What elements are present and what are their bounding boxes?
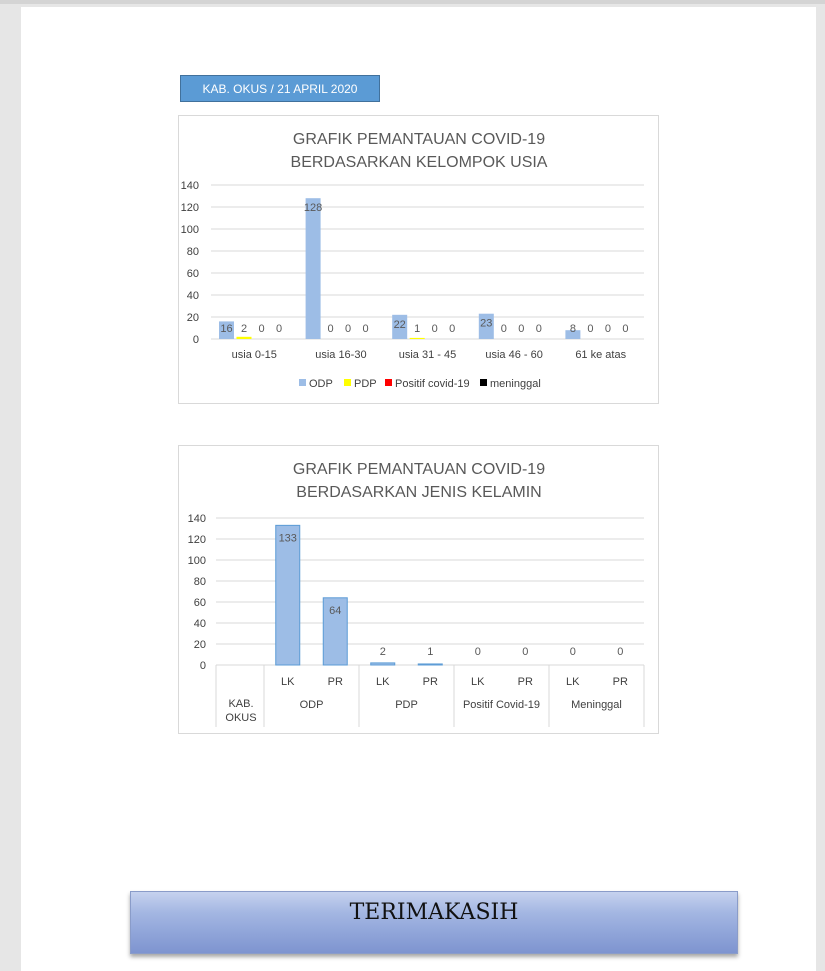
legend-label: ODP [309, 378, 333, 390]
data-label: 0 [362, 323, 369, 335]
gender-chart [178, 445, 659, 734]
age-group-chart [178, 115, 659, 404]
y-tick-label: 100 [187, 555, 206, 567]
y-tick-label: 40 [193, 618, 206, 630]
category-label: usia 0-15 [231, 349, 277, 361]
data-label: 0 [327, 323, 334, 335]
legend-swatch [480, 379, 487, 386]
data-label: 22 [393, 318, 406, 331]
sub-category-label: PR [327, 676, 343, 688]
data-label: 0 [617, 646, 624, 658]
y-tick-label: 80 [186, 246, 199, 258]
data-label: 0 [535, 323, 542, 335]
data-label: 0 [500, 323, 507, 335]
sub-category-label: LK [281, 676, 295, 688]
data-label: 0 [522, 646, 529, 658]
y-tick-label: 0 [199, 660, 206, 672]
y-tick-label: 0 [192, 334, 199, 346]
data-label: 0 [345, 323, 352, 335]
sub-category-label: PR [612, 676, 628, 688]
bar-pdp-lk [371, 663, 395, 665]
bar-pdp [237, 337, 252, 339]
y-tick-label: 20 [193, 639, 206, 651]
sub-category-label: LK [471, 676, 485, 688]
bar-odp-lk [276, 525, 300, 665]
data-label: 0 [518, 323, 525, 335]
thank-you-banner: TERIMAKASIH [130, 891, 738, 954]
legend-swatch [299, 379, 306, 386]
legend-label: Positif covid-19 [395, 378, 470, 390]
legend-swatch [344, 379, 351, 386]
category-label: usia 16-30 [315, 349, 367, 361]
y-tick-label: 40 [186, 290, 199, 302]
data-label: 0 [449, 323, 456, 335]
region-date-label: KAB. OKUS / 21 APRIL 2020 [180, 75, 380, 102]
bar-odp [303, 198, 323, 339]
y-tick-label: 60 [193, 597, 206, 609]
data-label: 16 [220, 323, 233, 335]
chart-title-line-1: GRAFIK PEMANTAUAN COVID-19 [292, 461, 546, 478]
data-label: 0 [474, 646, 481, 658]
data-label: 0 [622, 323, 629, 335]
category-label: usia 31 - 45 [398, 349, 457, 361]
sub-category-label: PR [517, 676, 533, 688]
data-label: 128 [303, 202, 323, 215]
chart-title-line-1: GRAFIK PEMANTAUAN COVID-19 [292, 131, 546, 148]
sub-category-label: PR [422, 676, 438, 688]
data-label: 2 [240, 323, 248, 335]
region-label-line-2: OKUS [225, 712, 257, 724]
y-tick-label: 80 [193, 576, 206, 588]
y-tick-label: 140 [180, 180, 199, 192]
y-tick-label: 60 [186, 268, 199, 280]
legend-label: PDP [354, 378, 377, 390]
bar-pdp [410, 338, 425, 339]
data-label: 23 [480, 317, 493, 330]
y-tick-label: 120 [180, 202, 199, 214]
legend-swatch [385, 379, 392, 386]
group-label: Positif Covid-19 [462, 699, 541, 711]
legend-label: meninggal [490, 378, 541, 390]
category-label: usia 46 - 60 [485, 349, 543, 361]
group-label: ODP [299, 699, 324, 711]
y-tick-label: 140 [187, 513, 206, 525]
category-label: 61 ke atas [575, 349, 627, 361]
data-label: 0 [569, 646, 576, 658]
data-label: 0 [604, 323, 611, 335]
chart-title-line-2: BERDASARKAN KELOMPOK USIA [290, 154, 548, 171]
age-group-chart-svg [179, 116, 660, 405]
chart-title-line-2: BERDASARKAN JENIS KELAMIN [296, 484, 542, 501]
group-label: Meninggal [571, 699, 622, 711]
data-label: 8 [569, 323, 576, 335]
data-label: 133 [278, 532, 297, 545]
bar-pdp-pr [418, 664, 442, 665]
sub-category-label: LK [566, 676, 580, 688]
data-label: 0 [258, 323, 265, 335]
data-label: 0 [587, 323, 594, 335]
y-tick-label: 20 [186, 312, 199, 324]
data-label: 64 [329, 604, 342, 617]
gender-chart-svg [179, 446, 660, 735]
data-label: 1 [414, 323, 421, 335]
y-tick-label: 100 [180, 224, 199, 236]
y-tick-label: 120 [187, 534, 206, 546]
data-label: 1 [427, 646, 434, 658]
group-label: PDP [395, 699, 418, 711]
sub-category-label: LK [376, 676, 390, 688]
data-label: 2 [379, 646, 386, 658]
region-label-line-1: KAB. [228, 698, 254, 710]
data-label: 0 [275, 323, 283, 335]
data-label: 0 [431, 323, 438, 335]
window-top-border [0, 0, 825, 4]
